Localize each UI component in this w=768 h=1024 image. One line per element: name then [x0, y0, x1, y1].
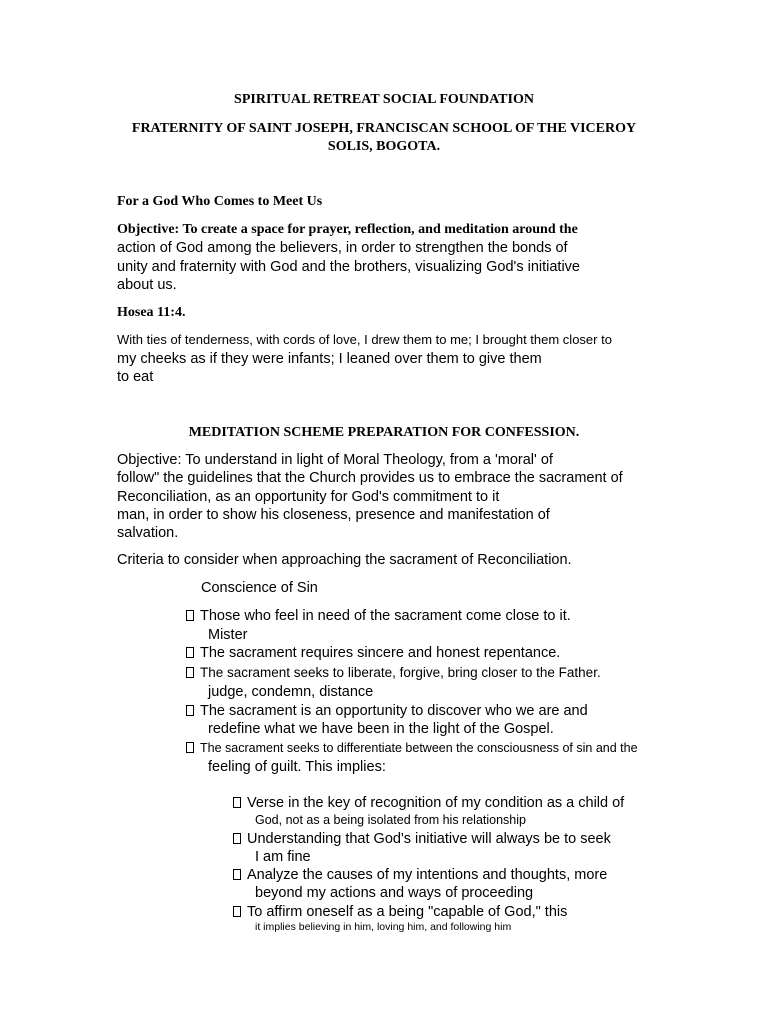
document-subtitle-line-2: SOLIS, BOGOTA. — [327, 139, 441, 154]
meditation-objective-line-3: Reconciliation, as an opportunity for God's commitment to it — [117, 489, 500, 505]
bullet-item: The sacrament requires sincere and honest repentance. — [186, 645, 560, 661]
bullet-item: The sacrament seeks to differentiate between the consciousness of sin and the — [186, 741, 638, 755]
bullet-item-continuation: redefine what we have been in the light of the Gospel. — [208, 721, 554, 737]
verse-line-1: With ties of tenderness, with cords of love, I drew them to me; I brought them closer to — [117, 332, 612, 347]
bullet-box-icon — [233, 906, 241, 917]
criteria-text: Criteria to consider when approaching the sacrament of Reconciliation. — [117, 552, 572, 568]
bullet-box-icon — [233, 869, 241, 880]
verse-line-3: to eat — [117, 369, 154, 385]
bullet-box-icon — [186, 742, 194, 753]
bullet-box-icon — [186, 610, 194, 621]
document-subtitle-line-1: FRATERNITY OF SAINT JOSEPH, FRANCISCAN SCHOOL OF THE VICEROY — [131, 121, 637, 136]
bullet-item-continuation: judge, condemn, distance — [208, 684, 374, 700]
bullet-item-continuation: feeling of guilt. This implies: — [208, 759, 386, 775]
bullet-box-icon — [186, 647, 194, 658]
bullet-item: The sacrament seeks to liberate, forgive, bring closer to the Father. — [186, 665, 601, 680]
meditation-objective-line-2: follow" the guidelines that the Church provides us to embrace the sacrament of — [117, 470, 623, 486]
verse-reference: Hosea 11:4. — [117, 305, 186, 320]
meditation-objective-line-5: salvation. — [117, 525, 179, 541]
bullet-box-icon — [186, 667, 194, 678]
bullet-box-icon — [233, 797, 241, 808]
bullet-item-continuation: Mister — [208, 627, 248, 643]
meditation-objective-line-4: man, in order to show his closeness, presence and manifestation of — [117, 507, 550, 523]
verse-line-2: my cheeks as if they were infants; I leaned over them to give them — [117, 351, 542, 367]
sub-bullet-continuation: God, not as a being isolated from his relationship — [255, 813, 526, 827]
intro-objective-line-2: action of God among the believers, in order to strengthen the bonds of — [117, 240, 568, 256]
bullet-box-icon — [233, 833, 241, 844]
bullet-item: Those who feel in need of the sacrament come close to it. — [186, 608, 571, 624]
intro-heading: For a God Who Comes to Meet Us — [117, 194, 323, 209]
meditation-heading: MEDITATION SCHEME PREPARATION FOR CONFESSION. — [188, 425, 580, 440]
intro-objective-line-4: about us. — [117, 277, 177, 293]
intro-objective-line-1: Objective: To create a space for prayer, reflection, and meditation around the — [117, 222, 578, 237]
sub-bullet-item: To affirm oneself as a being "capable of God," this — [233, 904, 567, 920]
bullet-box-icon — [186, 705, 194, 716]
sub-bullet-continuation: I am fine — [255, 849, 311, 865]
bullet-item: The sacrament is an opportunity to discover who we are and — [186, 703, 651, 719]
meditation-objective-line-1: Objective: To understand in light of Moral Theology, from a 'moral' of — [117, 452, 553, 468]
sub-bullet-item: Understanding that God's initiative will always be to seek — [233, 831, 611, 847]
conscience-subheading: Conscience of Sin — [201, 580, 318, 596]
intro-objective-line-3: unity and fraternity with God and the brothers, visualizing God's initiative — [117, 259, 580, 275]
sub-bullet-continuation: it implies believing in him, loving him, and following him — [255, 921, 512, 933]
sub-bullet-item: Verse in the key of recognition of my condition as a child of — [233, 795, 624, 811]
sub-bullet-continuation: beyond my actions and ways of proceeding — [255, 885, 534, 901]
document-title: SPIRITUAL RETREAT SOCIAL FOUNDATION — [234, 92, 534, 107]
sub-bullet-item: Analyze the causes of my intentions and thoughts, more — [233, 867, 607, 883]
